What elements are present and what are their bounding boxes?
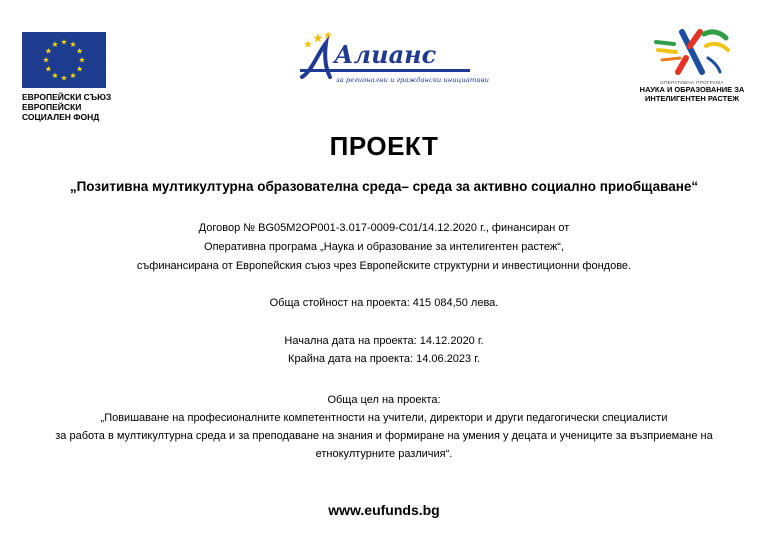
- goal-line: за работа в мултикултурна среда и за преподаване на знания и формиране на умения у децата и учениците за възприемане на: [55, 430, 713, 442]
- contract-line: съфинансирана от Европейския съюз чрез Европейските структурни и инвестиционни фондове.: [136, 260, 632, 272]
- op-label-line: НАУКА И ОБРАЗОВАНИЕ ЗА: [639, 85, 745, 94]
- contract-line: Оперативна програма „Наука и образование за интелигентен растеж“,: [204, 241, 564, 253]
- eu-label-line: СОЦИАЛЕН ФОНД: [22, 112, 100, 122]
- alliance-underline: [300, 69, 470, 72]
- op-logo-block: [628, 28, 756, 103]
- op-small-label: ОПЕРАТИВНА ПРОГРАМА: [660, 80, 724, 85]
- project-cost: Обща стойност на проекта: 415 084,50 лева.: [269, 297, 499, 309]
- eu-logo-block: [22, 32, 132, 122]
- alliance-name: Алианс: [334, 40, 437, 69]
- contract-line: Договор № BG05M2OP001-3.017-0009-C01/14.12.2020 г., финансиран от: [198, 222, 570, 234]
- alliance-tagline: за регионални и граждански инициативи: [336, 76, 489, 84]
- website-link[interactable]: www.eufunds.bg: [328, 502, 440, 518]
- eu-label-line: ЕВРОПЕЙСКИ: [22, 102, 82, 112]
- page-title: ПРОЕКТ: [329, 131, 439, 161]
- goal-line: „Повишаване на професионалните компетентности на учители, директори и други педагогически специалисти: [100, 412, 668, 424]
- project-name: „Позитивна мултикултурна образователна среда– среда за активно социално приобщаване“: [69, 179, 699, 194]
- goal-heading: Обща цел на проекта:: [327, 394, 441, 406]
- start-date: Начална дата на проекта: 14.12.2020 г.: [284, 335, 484, 347]
- goal-line: етнокултурните различия“.: [315, 448, 453, 460]
- op-label-line: ИНТЕЛИГЕНТЕН РАСТЕЖ: [645, 94, 739, 103]
- eu-flag-icon: [22, 32, 106, 88]
- alliance-logo: [296, 31, 489, 87]
- end-date: Крайна дата на проекта: 14.06.2023 г.: [288, 353, 480, 365]
- eu-label-line: ЕВРОПЕЙСКИ СЪЮЗ: [22, 92, 112, 102]
- op-science-logo-icon: [652, 28, 732, 78]
- eu-fund-label: [22, 92, 132, 122]
